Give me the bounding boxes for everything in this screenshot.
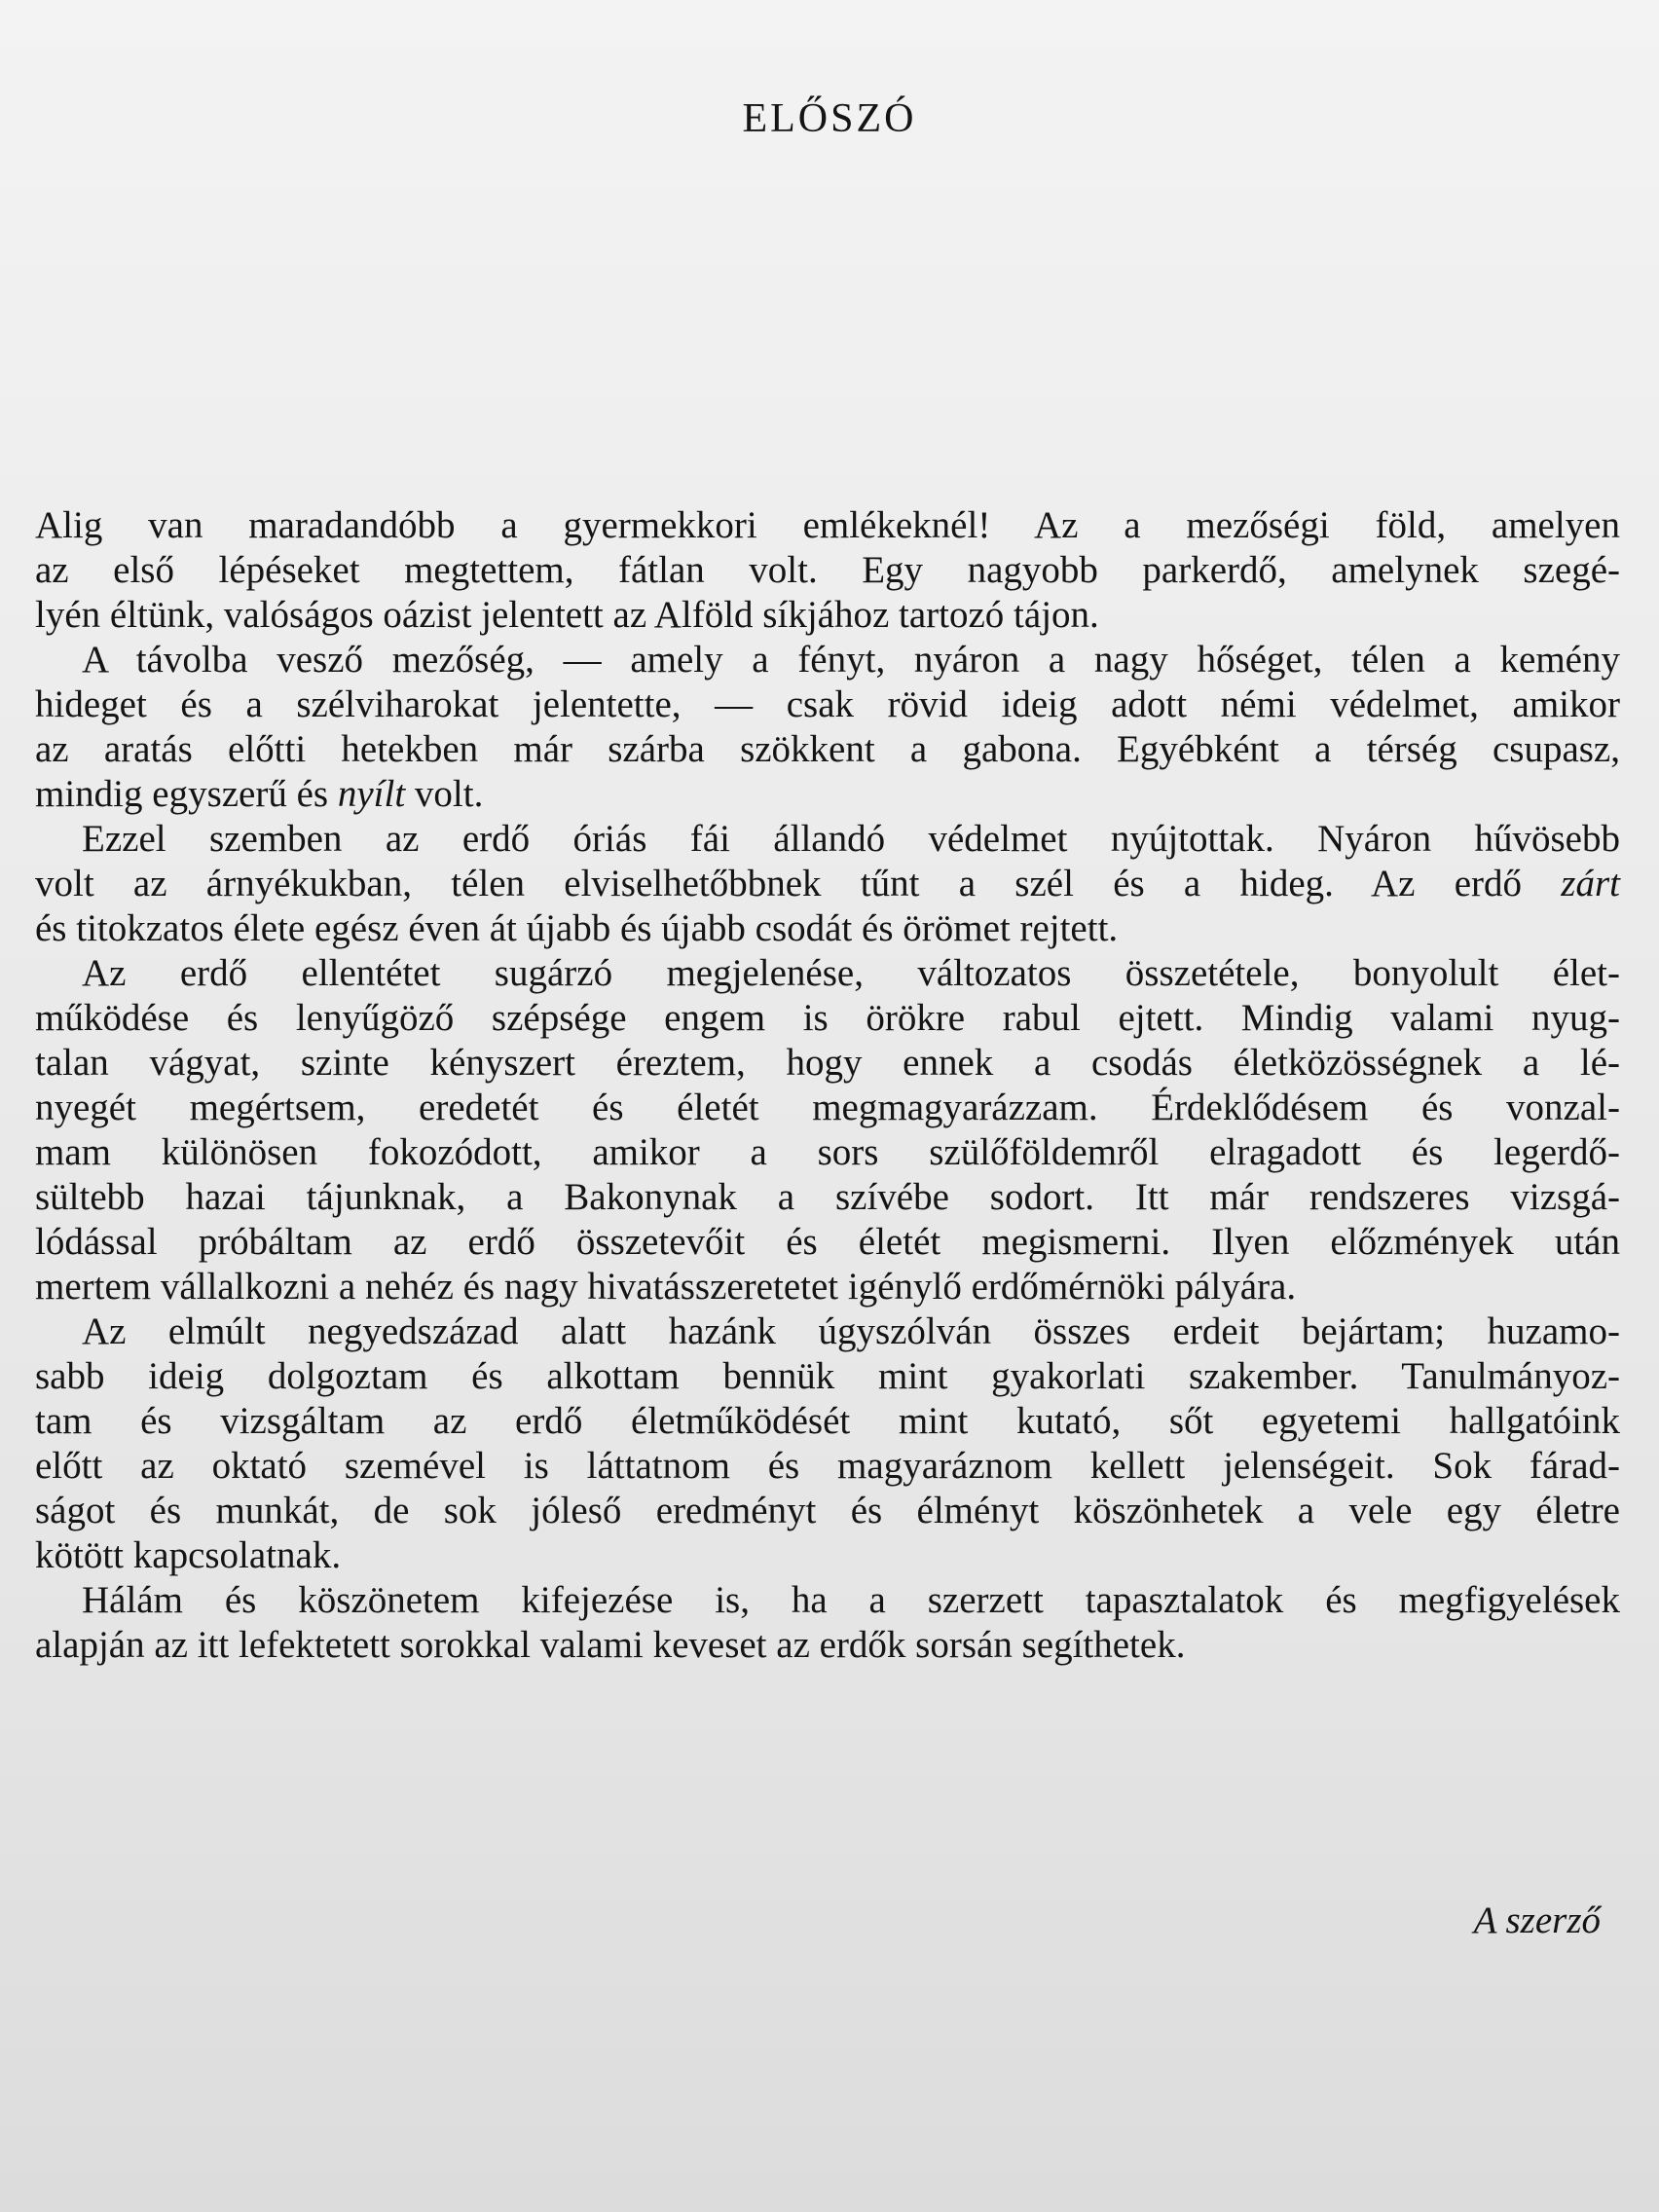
text-line: az aratás előtti hetekben már szárba szökkent a gabona. Egyébként a térség csupasz,	[35, 728, 1620, 770]
emphasis: zárt	[1561, 863, 1620, 904]
text-line: alapján az itt lefektetett sorokkal valami keveset az erdők sorsán segíthetek.	[35, 1624, 1186, 1666]
text-line: hideget és a szélviharokat jelentette, — csak rövid ideig adott némi védelmet, amikor	[35, 683, 1620, 725]
preface-body	[35, 503, 1620, 1668]
page-title: ELŐSZÓ	[742, 96, 917, 141]
paragraph-3	[35, 817, 1620, 951]
text-line: működése és lenyűgöző szépsége engem is örökre rabul ejtett. Mindig valami nyug-	[35, 997, 1620, 1039]
text-line: mam különösen fokozódott, amikor a sors szülőföldemről elragadott és legerdő-	[35, 1131, 1620, 1173]
text-line: Az erdő ellentétet sugárzó megjelenése, változatos összetétele, bonyolult élet-	[82, 952, 1620, 994]
text-line: kötött kapcsolatnak.	[35, 1534, 342, 1576]
paragraph-5	[35, 1309, 1620, 1578]
text-line: sabb ideig dolgoztam és alkottam bennük mint gyakorlati szakember. Tanulmányoz-	[35, 1355, 1620, 1397]
text-line: az első lépéseket megtettem, fátlan volt. Egy nagyobb parkerdő, amelynek szegé-	[35, 549, 1620, 591]
text-line: Ezzel szemben az erdő óriás fái állandó védelmet nyújtottak. Nyáron hűvösebb	[82, 818, 1620, 860]
text-line: talan vágyat, szinte kényszert éreztem, hogy ennek a csodás életközösségnek a lé-	[35, 1042, 1620, 1084]
text-line: előtt az oktató szemével is láttatnom és magyaráznom kellett jelenségeit. Sok fárad-	[35, 1445, 1620, 1487]
paragraph-1	[35, 503, 1620, 638]
text-line-with-italic: mindig egyszerű és nyílt volt.	[35, 773, 484, 815]
text-line: nyegét megértsem, eredetét és életét megmagyarázzam. Érdeklődésem és vonzal-	[35, 1087, 1620, 1128]
emphasis: nyílt	[337, 773, 406, 815]
text-line: Hálám és köszönetem kifejezése is, ha a szerzett tapasztalatok és megfigyelések	[82, 1579, 1620, 1621]
text-line: és titokzatos élete egész éven át újabb és újabb csodát és örömet rejtett.	[35, 907, 1119, 949]
paragraph-2	[35, 638, 1620, 817]
text-line: tam és vizsgáltam az erdő életműködését mint kutató, sőt egyetemi hallgatóink	[35, 1400, 1620, 1442]
text-line: mertem vállalkozni a nehéz és nagy hivatásszeretetet igénylő erdőmérnöki pályára.	[35, 1266, 1297, 1308]
text-line: ságot és munkát, de sok jóleső eredményt és élményt köszönhetek a vele egy életre	[35, 1490, 1620, 1531]
text-line: sültebb hazai tájunknak, a Bakonynak a szívébe sodort. Itt már rendszeres vizsgá-	[35, 1176, 1620, 1218]
paragraph-4	[35, 951, 1620, 1309]
text-line: Alig van maradandóbb a gyermekkori emlékeknél! Az a mezőségi föld, amelyen	[35, 504, 1620, 546]
text-line: lyén éltünk, valóságos oázist jelentett az Alföld síkjához tartozó tájon.	[35, 594, 1099, 636]
paragraph-6	[35, 1578, 1620, 1668]
author-signature: A szerző	[1473, 1899, 1601, 1941]
text-line: lódással próbáltam az erdő összetevőit és életét megismerni. Ilyen előzmények után	[35, 1221, 1620, 1263]
text-line: A távolba vesző mezőség, — amely a fényt, nyáron a nagy hőséget, télen a kemény	[82, 639, 1620, 681]
text-line: Az elmúlt negyedszázad alatt hazánk úgyszólván összes erdeit bejártam; huzamo-	[82, 1310, 1620, 1352]
text-line-with-italic: volt az árnyékukban, télen elviselhetőbbnek tűnt a szél és a hideg. Az erdő zárt	[35, 863, 1620, 904]
